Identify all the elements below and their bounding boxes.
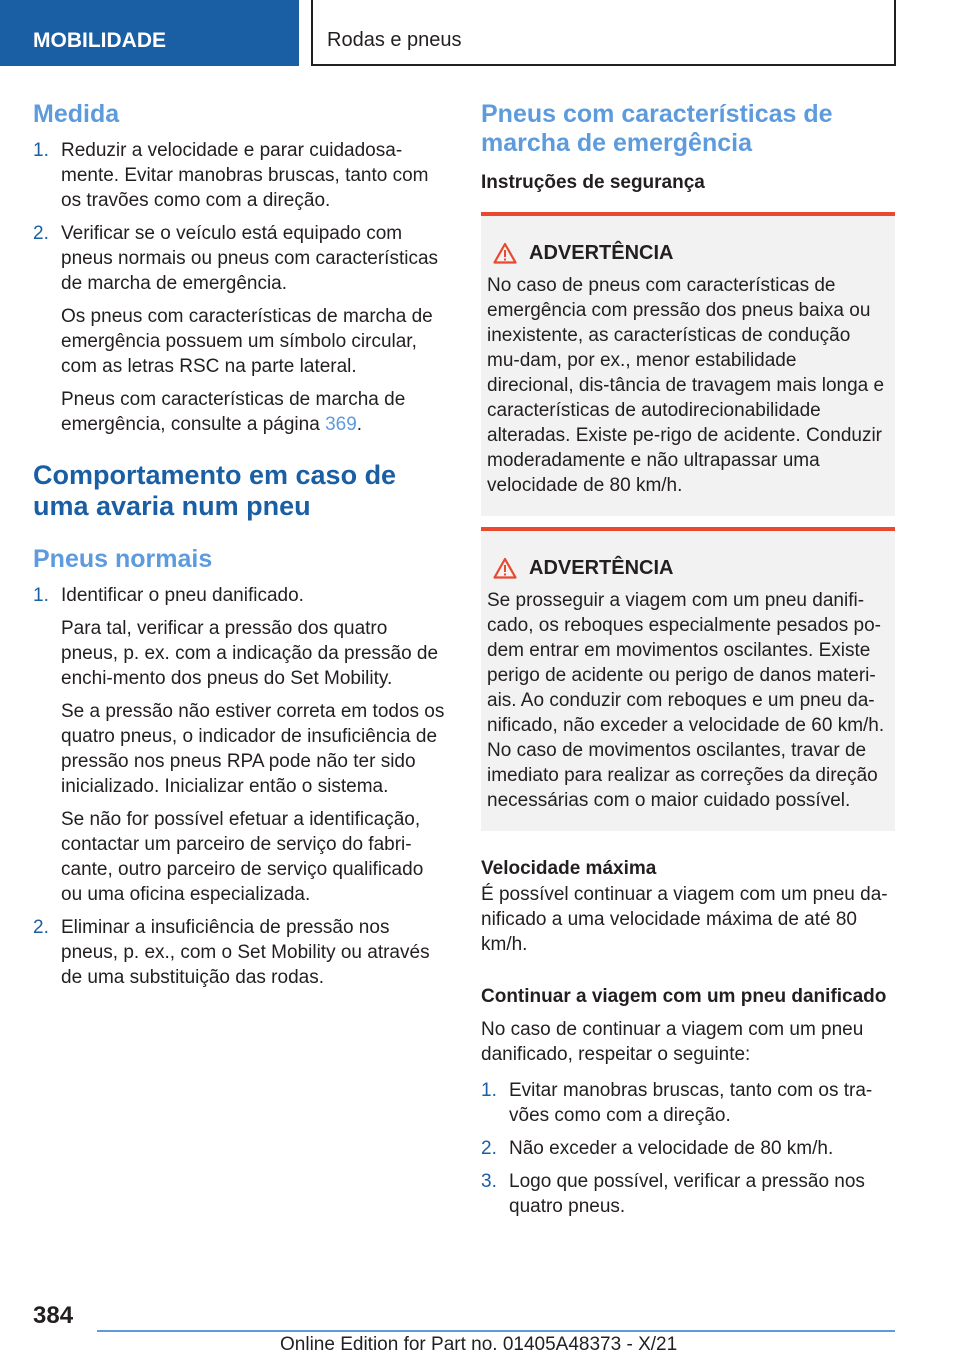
left-column [33,100,445,990]
footer-divider [97,1330,895,1332]
list-number: 1. [33,585,49,606]
warning-box [481,212,895,516]
medida-list [33,138,445,437]
list-item [33,583,445,907]
list-number: 2. [481,1138,497,1159]
list-text: Eliminar a insuficiência de pressão nos pneus, p. ex., com o Set Mobility ou através de uma substituição das rodas. [61,917,430,988]
warning-triangle-icon [493,242,517,264]
edition-info: Online Edition for Part no. 01405A48373 - X/21 [280,1334,678,1355]
paragraph: Se não for possível efetuar a identificação, contactar um parceiro de serviço do fabri-cante, outro parceiro de serviço qualificado ou uma oficina especializada. [61,809,424,905]
list-item [33,221,445,437]
list-text: Evitar manobras bruscas, tanto com os tra-vões como com a direção. [509,1080,873,1126]
paragraph: Os pneus com características de marcha de emergência possuem um símbolo circular, com as letras RSC na parte lateral. [61,306,433,377]
heading-vmax: Velocidade máxima [481,858,657,879]
list-number: 1. [481,1080,497,1101]
list-text: Verificar se o veículo está equipado com pneus normais ou pneus com características de marcha de emergência. [61,223,439,294]
paragraph: No caso de continuar a viagem com um pneu danificado, respeitar o seguinte: [481,1019,864,1065]
normais-list [33,583,445,990]
warning-triangle-icon [493,557,517,579]
list-number: 3. [481,1171,497,1192]
heading-medida: Medida [33,100,120,128]
warning-title [493,240,887,266]
warning-box [481,527,895,831]
list-item [33,138,445,213]
warning-text: No caso de pneus com características de emergência com pressão dos pneus baixa ou inexistente, as características de condução mu-dam, por ex., menor estabilidade direcional, dis-tância de travagem mais longa e características de autodirecionabilidade alteradas. Existe pe-rigo de acidente. Conduzir moderadamente e não ultrapassar uma velocidade de 80 km/h. [487,275,885,496]
list-text: Identificar o pneu danificado. [61,585,304,606]
paragraph: Para tal, verificar a pressão dos quatro pneus, p. ex. com a indicação da pressão de enchi-mento dos pneus do Set Mobility. [61,618,439,689]
list-item [33,915,445,990]
heading-rsc: Pneus com características de marcha de emergência [481,100,833,157]
paragraph: Se a pressão não estiver correta em todos os quatro pneus, o indicador de insuficiência de pressão nos pneus RPA pode não ter sido inicializado. Inicializar então o sistema. [61,701,445,797]
warning-label: ADVERTÊNCIA [529,242,674,264]
list-number: 2. [33,223,49,244]
continue-list [481,1078,895,1219]
section-tab[interactable]: MOBILIDADE [0,0,299,66]
warning-text: Se prosseguir a viagem com um pneu danifi-cado, os reboques especialmente pesados po-dem entrar em movimentos oscilantes. Existe perigo de acidente ou perigo de danos materi-ais. Ao conduzir com reboques e um pneu da-nificado, não exceder a velocidade de 60 km/h. No caso de movimentos oscilantes, travar de imediato para realizar as correções da direção necessárias com o maior cuidado possível. [487,590,885,811]
list-number: 1. [33,140,49,161]
list-item [481,1136,895,1161]
list-number: 2. [33,917,49,938]
page-header [0,0,960,66]
chapter-title: Rodas e pneus [311,0,896,66]
warning-title [493,555,887,581]
heading-pneus-normais: Pneus normais [33,545,213,573]
heading-safety: Instruções de segurança [481,172,705,193]
paragraph: Pneus com características de marcha de emergência, consulte a página 369. [61,389,406,435]
list-text: Não exceder a velocidade de 80 km/h. [509,1138,834,1159]
page-link[interactable]: 369 [325,414,357,435]
list-item [481,1078,895,1128]
heading-continue: Continuar a viagem com um pneu danificado [481,986,887,1007]
page-number: 384 [33,1302,74,1329]
list-item [481,1169,895,1219]
paragraph: É possível continuar a viagem com um pneu da-nificado a uma velocidade máxima de até 80 km/h. [481,884,888,955]
list-text: Reduzir a velocidade e parar cuidadosa-mente. Evitar manobras bruscas, tanto com os travões como com a direção. [61,140,429,211]
heading-comportamento: Comportamento em caso de uma avaria num pneu [33,460,397,521]
warning-label: ADVERTÊNCIA [529,557,674,579]
right-column [481,100,895,1219]
list-text: Logo que possível, verificar a pressão nos quatro pneus. [509,1171,865,1217]
